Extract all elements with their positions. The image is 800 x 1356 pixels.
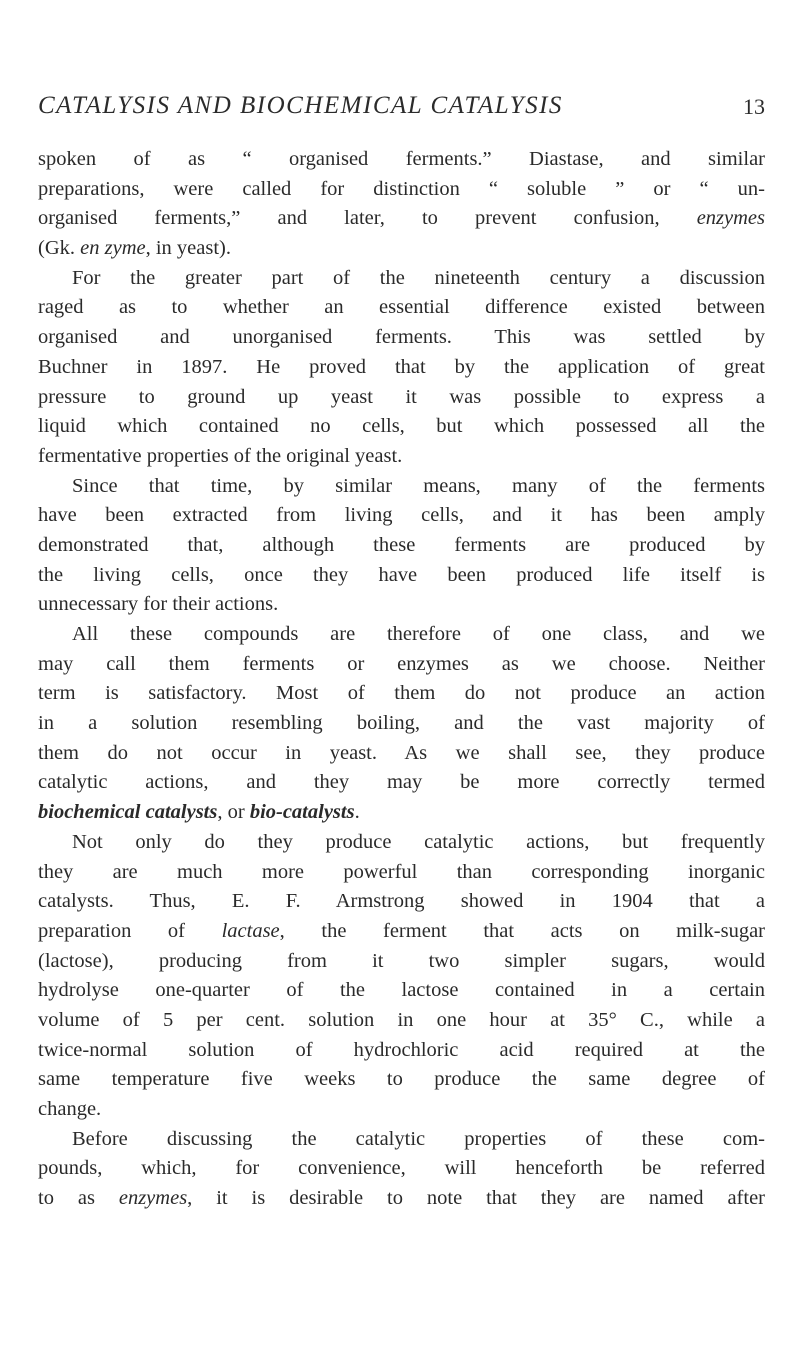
text-line: Not only do they produce catalytic actions, but frequently xyxy=(72,830,765,853)
text-line: demonstrated that, although these ferments are produced by xyxy=(38,533,765,556)
text-run: preparation of xyxy=(38,919,222,942)
text-line: volume of 5 per cent. solution in one hour at 35° C., while a xyxy=(38,1008,765,1031)
text-line: catalytic actions, and they may be more correctly termed xyxy=(38,771,765,794)
text-run: organised ferments,” and later, to prevent confusion, xyxy=(38,207,697,230)
text-line: have been extracted from living cells, and it has been amply xyxy=(38,504,765,527)
text-line xyxy=(38,798,765,828)
text-line xyxy=(38,204,765,234)
text-line: All these compounds are therefore of one class, and we xyxy=(72,623,765,645)
emphasis-run: lactase xyxy=(221,919,280,942)
text-line: unnecessary for their actions. xyxy=(38,593,279,616)
text-line: same temperature five weeks to produce the same degree of xyxy=(38,1068,765,1091)
text-line: pounds, which, for convenience, will henceforth be referred xyxy=(38,1157,765,1180)
body-text xyxy=(38,145,765,1214)
text-line: preparations, were called for distinction “ soluble ” or “ un- xyxy=(38,177,765,200)
text-line: them do not occur in yeast. As we shall see, they produce xyxy=(38,741,765,764)
text-line: liquid which contained no cells, but which possessed all the xyxy=(38,415,765,438)
page-number: 13 xyxy=(743,94,765,119)
text-line: pressure to ground up yeast it was possible to express a xyxy=(38,385,765,408)
text-line xyxy=(38,917,765,947)
text-line xyxy=(38,1184,765,1214)
text-run: , or xyxy=(217,801,250,824)
text-line: in a solution resembling boiling, and the vast majority of xyxy=(38,712,765,735)
text-line: fermentative properties of the original yeast. xyxy=(38,444,403,467)
emphasis-run: en zyme xyxy=(80,237,146,260)
emphasis-run: bio-catalysts xyxy=(249,801,355,824)
text-run: to as xyxy=(38,1187,119,1210)
text-run: , it is desirable to note that they are named after xyxy=(187,1187,765,1210)
text-run: (Gk. xyxy=(38,237,81,260)
text-line: the living cells, once they have been produced life itself is xyxy=(38,563,765,586)
text-line: spoken of as “ organised ferments.” Diastase, and similar xyxy=(38,148,765,170)
emphasis-run: enzymes xyxy=(118,1187,188,1210)
text-line: Buchner in 1897. He proved that by the application of great xyxy=(38,355,765,378)
text-line: they are much more powerful than corresponding inorganic xyxy=(38,860,765,883)
text-line xyxy=(38,234,765,264)
emphasis-run: biochemical catalysts xyxy=(38,801,218,824)
text-line: (lactose), producing from it two simpler sugars, would xyxy=(38,949,765,972)
text-line: change. xyxy=(38,1098,102,1120)
running-head xyxy=(38,92,765,132)
text-line: twice-normal solution of hydrochloric acid required at the xyxy=(38,1038,765,1061)
text-line: may call them ferments or enzymes as we choose. Neither xyxy=(38,652,765,675)
text-line: raged as to whether an essential difference existed between xyxy=(38,296,765,319)
text-line: term is satisfactory. Most of them do not produce an action xyxy=(38,682,765,705)
emphasis-run: enzymes xyxy=(696,207,765,230)
text-run: . xyxy=(354,801,360,824)
text-line: Since that time, by similar means, many of the ferments xyxy=(72,474,765,497)
text-line: For the greater part of the nineteenth century a discussion xyxy=(72,266,765,289)
text-line: Before discussing the catalytic properties of these com- xyxy=(72,1127,765,1150)
text-line: organised and unorganised ferments. This was settled by xyxy=(38,326,765,349)
text-run: , in yeast). xyxy=(145,237,232,260)
running-title: CATALYSIS AND BIOCHEMICAL CATALYSIS xyxy=(38,92,563,119)
text-line: hydrolyse one-quarter of the lactose contained in a certain xyxy=(38,979,765,1002)
text-run: , the ferment that acts on milk-sugar xyxy=(279,919,766,942)
text-line: catalysts. Thus, E. F. Armstrong showed in 1904 that a xyxy=(38,890,765,913)
